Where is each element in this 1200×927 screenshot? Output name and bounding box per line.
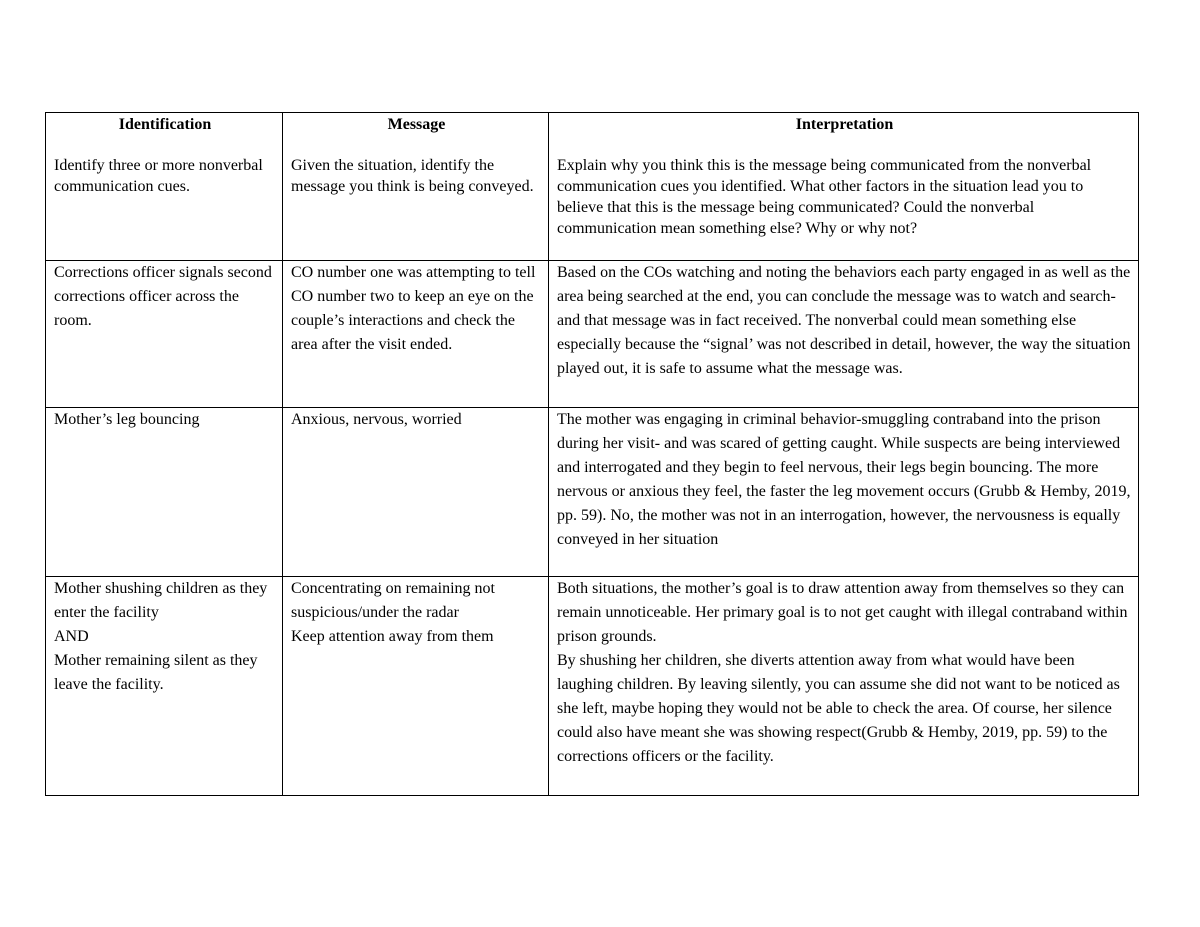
cell-interpretation: [549, 577, 1139, 796]
table-row: [46, 261, 1139, 408]
cell-message: [283, 577, 549, 796]
header-message-description: Given the situation, identify the message you think is being conveyed.: [291, 157, 534, 195]
header-identification-description: Identify three or more nonverbal communication cues.: [54, 157, 263, 195]
table-header-row: [46, 113, 1139, 261]
message-line: Keep attention away from them: [291, 628, 494, 645]
nonverbal-communication-table: [45, 112, 1139, 796]
header-interpretation-description: Explain why you think this is the message being communicated from the nonverbal communication cues you identified. What other factors in the situation lead you to believe that this is the message being communicated? Could the nonverbal communication mean something else? Why or why not?: [557, 157, 1092, 237]
cell-message: Anxious, nervous, worried: [283, 408, 549, 577]
header-identification-cell: [46, 113, 283, 261]
identification-line: AND: [54, 628, 89, 645]
message-line: Concentrating on remaining not suspicious/under the radar: [291, 580, 495, 621]
identification-line: Mother shushing children as they enter the facility: [54, 580, 268, 621]
header-message-title: Message: [387, 116, 446, 133]
header-interpretation-title: Interpretation: [795, 116, 894, 133]
cell-identification: Corrections officer signals second corrections officer across the room.: [46, 261, 283, 408]
table-row: [46, 577, 1139, 796]
table-row: [46, 408, 1139, 577]
interpretation-paragraph: By shushing her children, she diverts attention away from what would have been laughing children. By leaving silently, you can assume she did not want to be noticed as she left, maybe hoping they would not be able to check the area. Of course, her silence could also have meant she was showing respect(Grubb & Hemby, 2019, pp. 59) to the corrections officers or the facility.: [557, 652, 1120, 765]
cell-identification: Mother’s leg bouncing: [46, 408, 283, 577]
identification-line: Mother remaining silent as they leave the facility.: [54, 652, 258, 693]
header-message-cell: [283, 113, 549, 261]
header-identification-title: Identification: [118, 116, 212, 133]
cell-identification: [46, 577, 283, 796]
cell-interpretation: The mother was engaging in criminal behavior-smuggling contraband into the prison during her visit- and was scared of getting caught. While suspects are being interviewed and interrogated and they begin to feel nervous, their legs begin bouncing. The more nervous or anxious they feel, the faster the leg movement occurs (Grubb & Hemby, 2019, pp. 59). No, the mother was not in an interrogation, however, the nervousness is equally conveyed in her situation: [549, 408, 1139, 577]
cell-interpretation: Based on the COs watching and noting the behaviors each party engaged in as well as the area being searched at the end, you can conclude the message was to watch and search-and that message was in fact received. The nonverbal could mean something else especially because the “signal’ was not described in detail, however, the way the situation played out, it is safe to assume what the message was.: [549, 261, 1139, 408]
header-interpretation-cell: [549, 113, 1139, 261]
interpretation-paragraph: Both situations, the mother’s goal is to draw attention away from themselves so they can remain unnoticeable. Her primary goal is to not get caught with illegal contraband within prison grounds.: [557, 580, 1128, 645]
cell-message: CO number one was attempting to tell CO number two to keep an eye on the couple’s interactions and check the area after the visit ended.: [283, 261, 549, 408]
